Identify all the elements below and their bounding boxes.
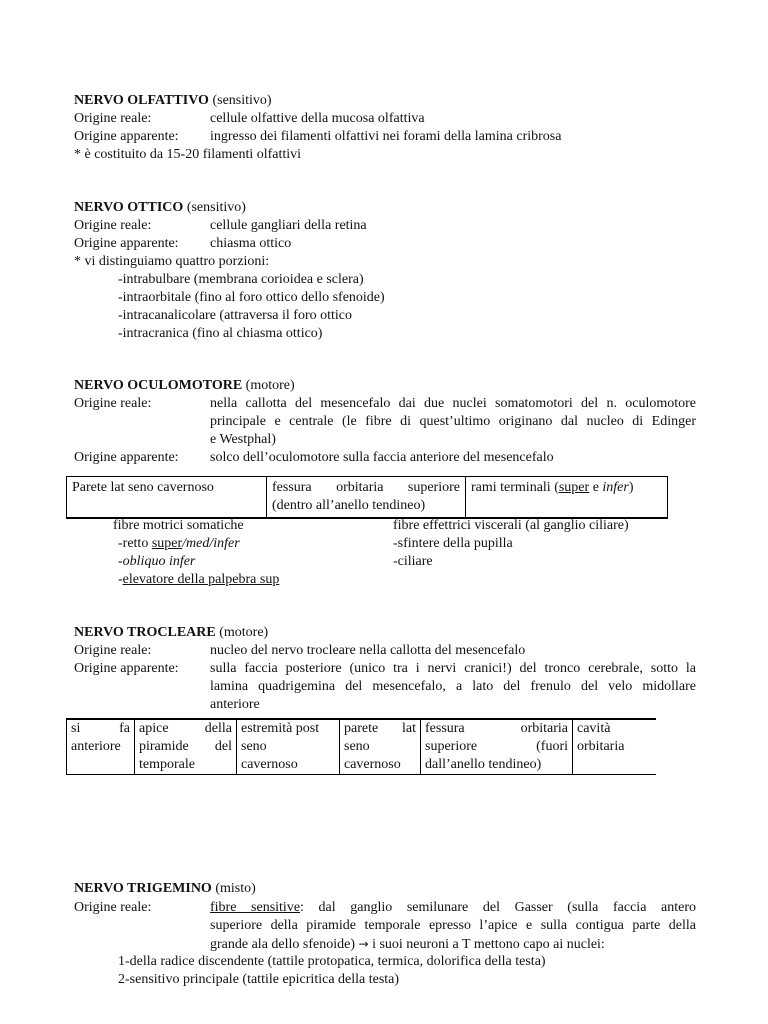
list-item	[118, 571, 279, 589]
list-item: -intracranica (fino al chiasma ottico)	[118, 326, 323, 341]
nerve-name: NERVO OTTICO	[74, 200, 184, 215]
list-item: -sfintere della pupilla	[393, 536, 513, 551]
origine-reale-value: cellule olfattive della mucosa olfattiva	[210, 111, 425, 126]
cell-text: cavernoso	[344, 757, 401, 772]
origine-apparente-line: sulla faccia posteriore (unico tra i nervi cranici!) del tronco cerebrale, sotto la	[210, 661, 696, 676]
origine-reale-line	[210, 935, 605, 954]
item-text-underlined: super	[151, 536, 183, 551]
origine-reale-line: principale e centrale (le fibre di quest’ultimo originano dal nucleo di Edinger	[210, 414, 696, 429]
cell-text: estremità post	[241, 721, 320, 736]
cell-text: cavernoso	[241, 757, 298, 772]
origine-apparente-label: Origine apparente:	[74, 129, 179, 144]
section-title-trocleare	[74, 624, 268, 642]
nerve-name: NERVO TROCLEARE	[74, 625, 216, 640]
table-cell	[237, 719, 340, 775]
fibre-viscerali-heading: fibre effettrici viscerali (al ganglio ciliare)	[393, 518, 629, 533]
oculomotore-path-table	[66, 476, 668, 519]
origine-apparente-value: ingresso dei filamenti olfattivi nei forami della lamina cribrosa	[210, 129, 562, 144]
list-item: 1-della radice discendente (tattile protopatica, termica, dolorifica della testa)	[118, 954, 546, 969]
cell-text: fessura orbitaria superiore	[272, 480, 460, 495]
section-title-oculomotore	[74, 377, 295, 395]
cell-text: parete lat	[344, 721, 416, 736]
item-text-italic: -obliquo infer	[118, 554, 196, 569]
line-text-underlined: fibre sensitive	[210, 900, 301, 915]
table-cell	[421, 719, 573, 775]
origine-reale-line: e Westphal)	[210, 432, 276, 447]
origine-reale-line: nella callotta del mesencefalo dai due nuclei somatomotori del n. oculomotore	[210, 396, 696, 411]
nerve-name: NERVO TRIGEMINO	[74, 881, 212, 896]
cell-text-italic: infer	[602, 480, 629, 495]
cell-text: (dentro all’anello tendineo)	[272, 498, 426, 513]
origine-reale-label: Origine reale:	[74, 111, 152, 126]
origine-reale-line: superiore della piramide temporale epresso l’apice e sulla contigua parte della	[210, 918, 696, 933]
list-item: -intraorbitale (fino al foro ottico dello sfenoide)	[118, 290, 385, 305]
cell-text: si fa	[71, 721, 130, 736]
cell-text: fessura orbitaria	[425, 721, 568, 736]
origine-apparente-value: solco dell’oculomotore sulla faccia anteriore del mesencefalo	[210, 450, 554, 465]
list-item: 2-sensitivo principale (tattile epicritica della testa)	[118, 972, 400, 987]
list-item: -ciliare	[393, 554, 433, 569]
item-text: -	[118, 572, 123, 587]
cell-text: e	[589, 480, 603, 495]
nerve-type: (misto)	[215, 881, 256, 896]
cell-text: seno	[241, 739, 267, 754]
origine-reale-label: Origine reale:	[74, 643, 152, 658]
cell-text: orbitaria	[577, 739, 625, 754]
section-title-ottico	[74, 199, 246, 217]
item-text-italic: /med/infer	[182, 536, 240, 551]
origine-reale-label: Origine reale:	[74, 900, 152, 915]
cell-text: apice della	[139, 721, 232, 736]
list-item	[118, 535, 240, 553]
cell-text-underlined: super	[558, 480, 590, 495]
nerve-name: NERVO OLFATTIVO	[74, 93, 209, 108]
cell-text: piramide del	[139, 739, 232, 754]
section-title-trigemino	[74, 880, 256, 898]
fibre-somatiche-heading: fibre motrici somatiche	[113, 518, 244, 533]
table-cell	[573, 719, 656, 775]
table-cell	[267, 477, 466, 519]
trocleare-path-table	[66, 718, 656, 775]
origine-reale-value: cellule gangliari della retina	[210, 218, 367, 233]
origine-apparente-label: Origine apparente:	[74, 661, 179, 676]
line-text: : dal ganglio semilunare del Gasser (sulla faccia antero	[300, 900, 696, 915]
cell-text: temporale	[139, 757, 195, 772]
cell-text: Parete lat seno cavernoso	[72, 480, 214, 495]
line-text: grande ala dello sfenoide)	[210, 937, 355, 952]
table-cell	[67, 477, 267, 519]
origine-apparente-value: chiasma ottico	[210, 236, 292, 251]
table-row	[67, 719, 656, 775]
cell-text: seno	[344, 739, 370, 754]
item-text: -retto	[118, 536, 152, 551]
table-cell	[135, 719, 237, 775]
table-cell	[67, 719, 135, 775]
list-item: -intracanalicolare (attraversa il foro ottico	[118, 308, 352, 323]
list-item	[118, 553, 195, 571]
section-title-olfattivo	[74, 92, 272, 110]
origine-reale-label: Origine reale:	[74, 396, 152, 411]
table-cell	[466, 477, 668, 519]
table-row	[67, 477, 668, 519]
note: * vi distinguiamo quattro porzioni:	[74, 254, 270, 269]
cell-text: superiore (fuori	[425, 739, 568, 754]
table-cell	[340, 719, 421, 775]
nerve-type: (sensitivo)	[212, 93, 272, 108]
line-text: i suoi neuroni a T mettono capo ai nuclei:	[372, 937, 605, 952]
cell-text: rami terminali (	[471, 480, 559, 495]
nerve-type: (motore)	[245, 378, 295, 393]
arrow-right-icon: →	[358, 937, 369, 951]
note: * è costituito da 15-20 filamenti olfattivi	[74, 147, 302, 162]
item-text-underlined: elevatore della palpebra sup	[122, 572, 280, 587]
cell-text: anteriore	[71, 739, 121, 754]
origine-apparente-label: Origine apparente:	[74, 236, 179, 251]
origine-reale-value: nucleo del nervo trocleare nella callotta del mesencefalo	[210, 643, 526, 658]
cell-text: )	[628, 480, 634, 495]
origine-apparente-line: lamina quadrigemina del mesencefalo, a lato del frenulo del velo midollare	[210, 679, 696, 694]
origine-reale-label: Origine reale:	[74, 218, 152, 233]
cell-text: cavità	[577, 721, 611, 736]
origine-apparente-line: anteriore	[210, 697, 260, 712]
nerve-type: (motore)	[219, 625, 269, 640]
origine-apparente-label: Origine apparente:	[74, 450, 179, 465]
cell-text: dall’anello tendineo)	[425, 757, 542, 772]
nerve-type: (sensitivo)	[186, 200, 246, 215]
origine-reale-line	[210, 899, 696, 917]
list-item: -intrabulbare (membrana corioidea e sclera)	[118, 272, 364, 287]
nerve-name: NERVO OCULOMOTORE	[74, 378, 243, 393]
